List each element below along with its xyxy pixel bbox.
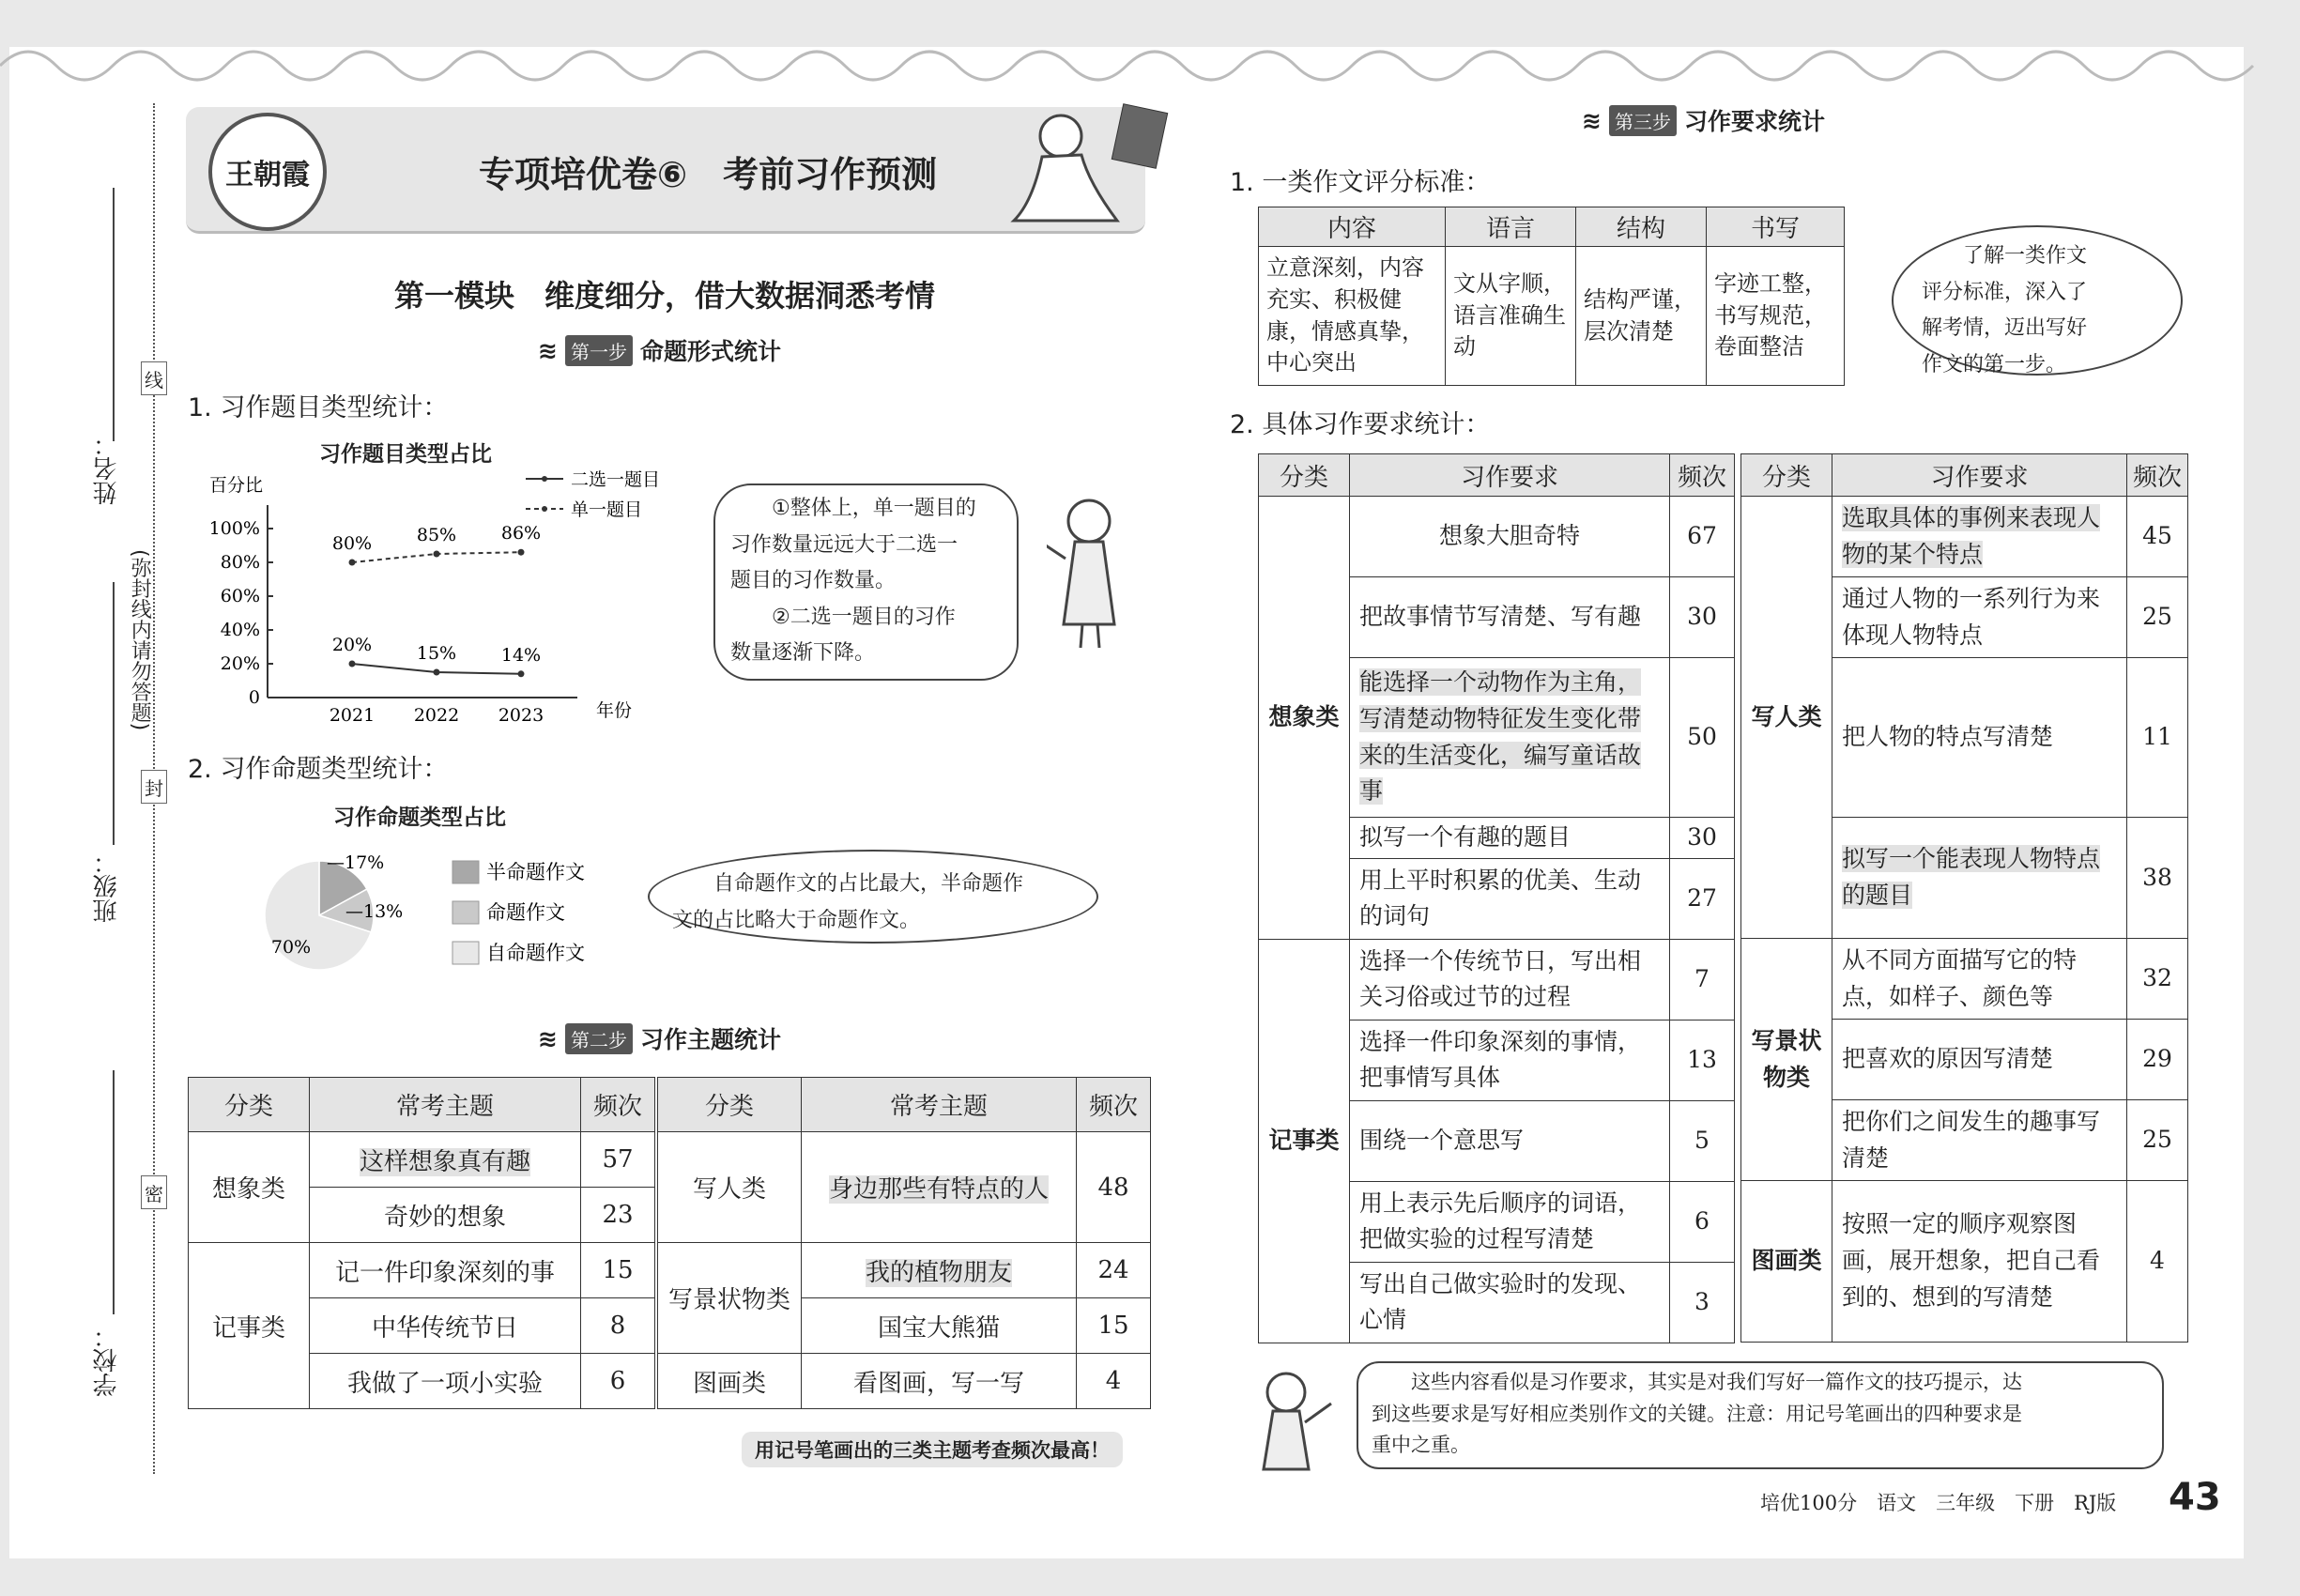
- category-cell: 图画类: [1741, 1181, 1832, 1343]
- theme-cell: 这样想象真有趣: [359, 1147, 530, 1176]
- name-label: 姓名：: [93, 432, 121, 505]
- school-label: 学校：: [93, 1324, 121, 1397]
- category-cell: 写景状物类: [658, 1243, 802, 1354]
- data-point: [434, 669, 440, 676]
- seal-xian: 线: [141, 361, 167, 395]
- col-header: 结构: [1576, 207, 1707, 247]
- seal-mi: 密: [141, 1175, 167, 1209]
- theme-cell: 看图画，写一写: [802, 1354, 1077, 1409]
- category-cell: 写人类: [1741, 497, 1832, 939]
- legend-label: 二选一题目: [571, 469, 661, 490]
- data-label: 14%: [500, 644, 542, 666]
- legend-label: 单一题目: [571, 499, 643, 520]
- footer-book-info: 培优100分 语文 三年级 下册 RJ版: [1760, 1492, 2117, 1514]
- col-header: 频次: [1670, 454, 1735, 497]
- freq-cell: 15: [581, 1243, 655, 1298]
- step1-heading: [538, 333, 781, 367]
- requirement-table-right: [1740, 453, 2188, 1343]
- data-point: [434, 551, 440, 558]
- data-point: [349, 560, 356, 566]
- bubble3-line: 解考情，迈出写好: [1922, 316, 2088, 340]
- freq-cell: 27: [1670, 858, 1735, 939]
- freq-cell: 30: [1670, 818, 1735, 859]
- theme-cell: 身边那些有特点的人: [828, 1175, 1049, 1204]
- name-field[interactable]: [113, 188, 115, 441]
- col-header: 分类: [1259, 454, 1350, 497]
- freq-cell: 30: [1670, 577, 1735, 658]
- col-header: 分类: [658, 1078, 802, 1132]
- step1-tag: 第一步: [565, 335, 633, 366]
- tip-line: 重中之重。: [1372, 1434, 1470, 1457]
- data-label: 80%: [331, 533, 373, 554]
- freq-cell: 45: [2127, 497, 2188, 577]
- requirement-cell: 选取具体的事例来表现人物的某个特点: [1842, 503, 2101, 568]
- requirement-cell: 写出自己做实验时的发现、心情: [1350, 1262, 1670, 1343]
- requirement-cell: 用上表示先后顺序的词语，把做实验的过程写清楚: [1350, 1181, 1670, 1262]
- freq-cell: 32: [2127, 939, 2188, 1020]
- scoring-table: [1258, 207, 1845, 386]
- y-tick-label: 100%: [208, 518, 260, 539]
- x-tick-label: 2023: [498, 705, 544, 726]
- requirement-cell: 用上平时积累的优美、生动的词句: [1350, 858, 1670, 939]
- requirement-table-left: [1258, 453, 1735, 1343]
- requirement-cell: 通过人物的一系列行为来体现人物特点: [1832, 577, 2127, 658]
- legend-swatch: [452, 861, 479, 883]
- y-tick-label: 20%: [220, 653, 260, 674]
- theme-cell: 奇妙的想象: [310, 1188, 581, 1243]
- col-header: 频次: [2127, 454, 2188, 497]
- bubble2-line: 文的占比略大于命题作文。: [672, 908, 921, 932]
- data-label: 85%: [416, 525, 457, 545]
- col-header: 语言: [1446, 207, 1576, 247]
- bubble1-line: 习作数量远远大于二选一: [730, 532, 958, 557]
- category-cell: 记事类: [189, 1243, 310, 1409]
- requirement-cell: 想象大胆奇特: [1350, 497, 1670, 577]
- line-chart: [188, 460, 695, 732]
- theme-cell: 我的植物朋友: [865, 1258, 1012, 1287]
- page-title: 专项培优卷⑥ 考前习作预测: [479, 154, 938, 195]
- y-tick-label: 0: [248, 687, 260, 708]
- teacher-girl-illustration: [1047, 493, 1131, 652]
- data-label: 20%: [331, 635, 373, 655]
- step3-title: 习作要求统计: [1683, 108, 1825, 135]
- slice-label: 70%: [270, 937, 312, 958]
- y-tick-label: 60%: [220, 586, 260, 606]
- data-point: [349, 661, 356, 668]
- theme-table-right: [657, 1077, 1151, 1409]
- x-axis-label: 年份: [596, 700, 633, 721]
- tip-line: 到这些要求是写好相应类别作文的关键。注意：用记号笔画出的四种要求是: [1372, 1402, 2022, 1425]
- line-chart-title: 习作题目类型占比: [319, 442, 492, 467]
- q2-label: 2. 习作命题类型统计：: [188, 755, 449, 784]
- q4-label: 2. 具体习作要求统计：: [1230, 410, 1491, 439]
- freq-cell: 38: [2127, 818, 2188, 939]
- bubble1-line: ②二选一题目的习作: [772, 605, 956, 629]
- col-header: 习作要求: [1350, 454, 1670, 497]
- col-header: 常考主题: [802, 1078, 1077, 1132]
- requirement-cell: 把你们之间发生的趣事写清楚: [1832, 1100, 2127, 1181]
- freq-cell: 50: [1670, 658, 1735, 818]
- q1-label: 1. 习作题目类型统计：: [188, 393, 449, 422]
- freq-cell: 6: [1670, 1181, 1735, 1262]
- freq-cell: 24: [1077, 1243, 1151, 1298]
- freq-cell: 4: [2127, 1181, 2188, 1343]
- module-title: 第一模块 维度细分，借大数据洞悉考情: [394, 278, 936, 314]
- freq-cell: 5: [1670, 1100, 1735, 1181]
- requirement-cell: 能选择一个动物作为主角，写清楚动物特征发生变化带来的生活变化，编写童话故事: [1359, 668, 1642, 806]
- bubble2-line: 自命题作文的占比最大，半命题作: [713, 872, 1024, 896]
- analysis-bubble-1: [713, 483, 1019, 681]
- requirement-cell: 从不同方面描写它的特点，如样子、颜色等: [1832, 939, 2127, 1020]
- seal-feng: 封: [141, 770, 167, 804]
- pie-chart-title: 习作命题类型占比: [333, 806, 506, 830]
- bubble1-line: 数量逐渐下降。: [730, 641, 876, 665]
- legend-label: 半命题作文: [486, 861, 585, 883]
- freq-cell: 7: [1670, 939, 1735, 1020]
- requirement-cell: 拟写一个能表现人物特点的题目: [1842, 845, 2101, 909]
- x-tick-label: 2021: [329, 705, 376, 726]
- tip-line: 这些内容看似是习作要求，其实是对我们写好一篇作文的技巧提示，达: [1411, 1371, 2022, 1393]
- y-tick-label: 80%: [220, 552, 260, 573]
- slice-label: —13%: [345, 901, 404, 922]
- legend-label: 命题作文: [486, 901, 565, 924]
- category-cell: 写人类: [658, 1132, 802, 1243]
- analysis-bubble-3: [1892, 225, 2183, 376]
- class-field[interactable]: [113, 582, 115, 845]
- theme-table-left: [188, 1077, 655, 1409]
- freq-cell: 4: [1077, 1354, 1151, 1409]
- col-header: 书写: [1707, 207, 1845, 247]
- step3-heading: [1582, 103, 1825, 137]
- wave-icon: ≋: [1582, 106, 1602, 134]
- y-axis-label: 百分比: [209, 475, 264, 496]
- theme-cell: 中华传统节日: [310, 1298, 581, 1354]
- col-header: 常考主题: [310, 1078, 581, 1132]
- step1-title: 命题形式统计: [639, 338, 781, 365]
- col-header: 内容: [1259, 207, 1446, 247]
- wave-icon: ≋: [538, 336, 558, 364]
- theme-cell: 记一件印象深刻的事: [310, 1243, 581, 1298]
- student-girl-illustration: [1249, 1366, 1333, 1479]
- freq-cell: 67: [1670, 497, 1735, 577]
- bubble1-line: ①整体上，单一题目的: [772, 497, 976, 520]
- bubble1-line: 题目的习作数量。: [730, 569, 897, 592]
- col-header: 频次: [581, 1078, 655, 1132]
- score-cell: 文从字顺，语言准确生动: [1446, 247, 1576, 386]
- bubble3-line: 了解一类作文: [1963, 244, 2088, 268]
- step2-title: 习作主题统计: [639, 1026, 781, 1053]
- col-header: 分类: [189, 1078, 310, 1132]
- score-cell: 立意深刻，内容充实、积极健康，情感真挚，中心突出: [1259, 247, 1446, 386]
- page-wavy-border: [0, 0, 2300, 84]
- brand-logo: 王朝霞: [208, 113, 327, 231]
- freq-cell: 23: [581, 1188, 655, 1243]
- score-cell: 结构严谨，层次清楚: [1576, 247, 1707, 386]
- requirement-cell: 把故事情节写清楚、写有趣: [1350, 577, 1670, 658]
- col-header: 频次: [1077, 1078, 1151, 1132]
- freq-cell: 29: [2127, 1020, 2188, 1100]
- category-cell: 写景状物类: [1741, 939, 1832, 1181]
- legend-swatch: [452, 942, 479, 964]
- seal-note: (弥封线内请勿答题): [128, 549, 152, 731]
- category-cell: 记事类: [1259, 939, 1350, 1343]
- step2-tag: 第二步: [565, 1023, 633, 1054]
- category-cell: 图画类: [658, 1354, 802, 1409]
- requirement-cell: 选择一个传统节日，写出相关习俗或过节的过程: [1350, 939, 1670, 1020]
- data-point: [518, 670, 525, 677]
- requirement-cell: 围绕一个意思写: [1350, 1100, 1670, 1181]
- highlight-note: 用记号笔画出的三类主题考查频次最高！: [742, 1432, 1123, 1467]
- col-header: 分类: [1741, 454, 1832, 497]
- requirement-cell: 选择一件印象深刻的事情，把事情写具体: [1350, 1020, 1670, 1100]
- freq-cell: 3: [1670, 1262, 1735, 1343]
- requirement-cell: 按照一定的顺序观察图画，展开想象，把自己看到的、想到的写清楚: [1832, 1181, 2127, 1343]
- legend-marker: [542, 476, 547, 482]
- data-point: [518, 549, 525, 556]
- category-cell: 想象类: [189, 1132, 310, 1243]
- school-field[interactable]: [113, 1070, 115, 1314]
- x-tick-label: 2022: [413, 705, 460, 726]
- freq-cell: 6: [581, 1354, 655, 1409]
- freq-cell: 11: [2127, 658, 2188, 818]
- requirement-cell: 把喜欢的原因写清楚: [1832, 1020, 2127, 1100]
- page-number: 43: [2169, 1476, 2221, 1519]
- freq-cell: 25: [2127, 1100, 2188, 1181]
- mascot-illustration: [995, 99, 1173, 230]
- category-cell: 想象类: [1259, 497, 1350, 940]
- data-label: 86%: [500, 523, 542, 545]
- legend-marker: [542, 506, 547, 512]
- freq-cell: 57: [581, 1132, 655, 1188]
- bubble3-line: 评分标准，深入了: [1922, 280, 2088, 304]
- pie-chart: [244, 840, 638, 990]
- step3-tag: 第三步: [1609, 105, 1677, 136]
- analysis-bubble-2: [648, 850, 1098, 944]
- theme-cell: 我做了一项小实验: [310, 1354, 581, 1409]
- freq-cell: 13: [1670, 1020, 1735, 1100]
- q3-label: 1. 一类作文评分标准：: [1230, 168, 1491, 197]
- y-tick-label: 40%: [220, 620, 260, 640]
- step2-heading: [538, 1021, 781, 1055]
- data-label: 15%: [416, 643, 457, 664]
- freq-cell: 48: [1077, 1132, 1151, 1243]
- legend-swatch: [452, 901, 479, 924]
- theme-cell: 国宝大熊猫: [802, 1298, 1077, 1354]
- legend-label: 自命题作文: [486, 942, 585, 964]
- tip-bubble: [1357, 1361, 2164, 1469]
- freq-cell: 15: [1077, 1298, 1151, 1354]
- col-header: 习作要求: [1832, 454, 2127, 497]
- wave-icon: ≋: [538, 1024, 558, 1052]
- freq-cell: 8: [581, 1298, 655, 1354]
- bubble3-line: 作文的第一步。: [1922, 352, 2067, 376]
- score-cell: 字迹工整，书写规范，卷面整洁: [1707, 247, 1845, 386]
- freq-cell: 25: [2127, 577, 2188, 658]
- requirement-cell: 把人物的特点写清楚: [1832, 658, 2127, 818]
- class-label: 班级：: [93, 850, 121, 923]
- slice-label: —17%: [327, 852, 385, 873]
- requirement-cell: 拟写一个有趣的题目: [1350, 818, 1670, 859]
